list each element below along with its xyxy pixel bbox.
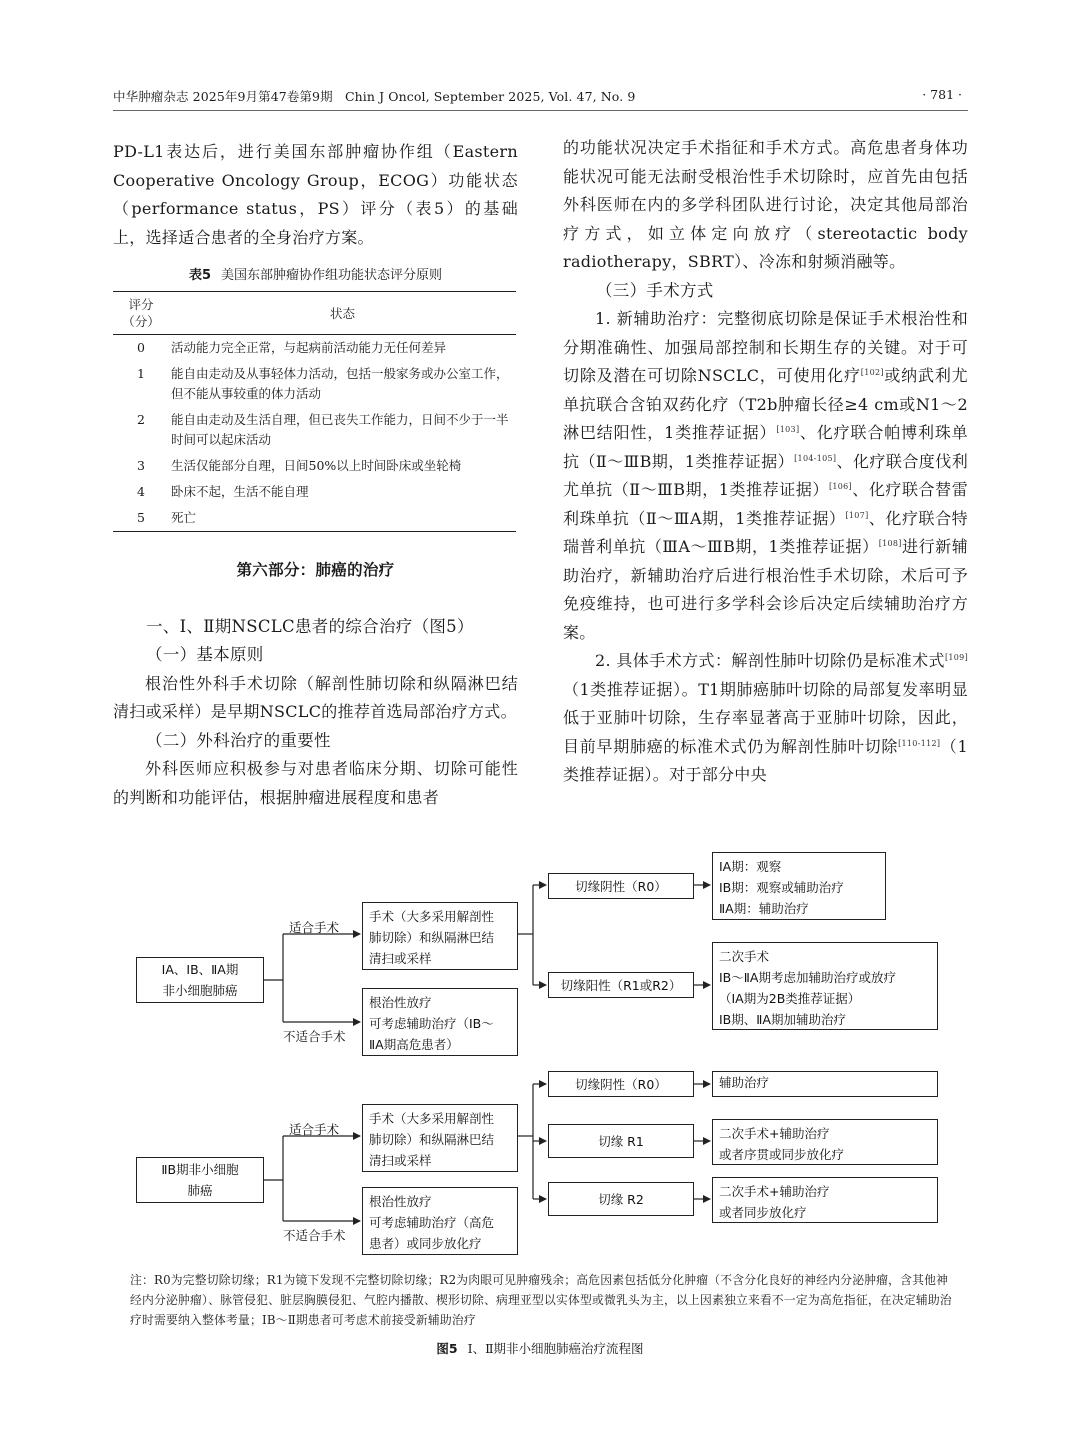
citation: [103] bbox=[776, 425, 800, 434]
box-line: 或者同步放化疗 bbox=[719, 1205, 807, 1220]
figure-label: 图5 bbox=[436, 1341, 458, 1356]
state-cell: 死亡 bbox=[171, 510, 197, 525]
citation: [109] bbox=[944, 653, 968, 662]
text-span: 进行新辅助治疗，新辅助治疗后进行根治性手术切除，术后可予免疫维持，也可进行多学科会诊后决定后续辅助治疗方案。 bbox=[563, 537, 969, 642]
box-line: 或者序贯或同步放化疗 bbox=[719, 1147, 845, 1162]
score-cell: 0 bbox=[137, 340, 145, 355]
box-line: 手术（大多采用解剖性 bbox=[369, 1111, 495, 1126]
box-r0-outcome: 辅助治疗 bbox=[712, 1071, 938, 1097]
table-row bbox=[113, 453, 516, 479]
paragraph-ecog-intro: PD-L1表达后，进行美国东部肿瘤协作组（Eastern Cooperative Oncology Group，ECOG）功能状态（performance status，PS）评分（表5）的基础上，选择适合患者的全身治疗方案。 bbox=[113, 142, 518, 247]
text-span: 、化疗联合替雷利珠单抗（Ⅱ～ⅢA期，1类推荐证据） bbox=[563, 480, 968, 528]
table-row bbox=[113, 407, 516, 453]
box-line: 二次手术+辅助治疗 bbox=[719, 1184, 830, 1199]
box-surgery bbox=[362, 902, 518, 970]
citation: [106] bbox=[828, 482, 852, 491]
paragraph-surgery-importance: 外科医师应积极参与对患者临床分期、切除可能性的判断和功能评估，根据肿瘤进展程度和患者 bbox=[113, 759, 518, 807]
paragraph-specific-methods bbox=[563, 647, 968, 790]
text-span: 2. 具体手术方式：解剖性肺叶切除仍是标准术式 bbox=[595, 651, 945, 670]
box-margin-r1: 切缘 R1 bbox=[548, 1124, 694, 1158]
label-fit-surgery: 适合手术 bbox=[289, 920, 340, 935]
left-column bbox=[113, 138, 518, 812]
box-margin-r2: 切缘 R2 bbox=[548, 1182, 694, 1216]
box-radiotherapy bbox=[362, 1187, 518, 1255]
box-line: ⅠB期：观察或辅助治疗 bbox=[719, 880, 844, 895]
table-label: 表5 bbox=[188, 268, 212, 283]
box-line: 可考虑辅助治疗（高危 bbox=[369, 1215, 495, 1230]
text-span: 、化疗联合帕博利珠单抗（Ⅱ～ⅢB期，1类推荐证据） bbox=[563, 423, 968, 471]
box-line: ⅡB期非小细胞 bbox=[161, 1162, 239, 1177]
section-title: 第六部分：肺癌的治疗 bbox=[236, 561, 395, 579]
score-cell: 1 bbox=[137, 366, 145, 381]
box-line: ⅠA、ⅠB、ⅡA期 bbox=[161, 962, 239, 977]
box-line: 清扫或采样 bbox=[369, 951, 432, 966]
box-line: 清扫或采样 bbox=[369, 1153, 432, 1168]
heading-basic-principles: （一）基本原则 bbox=[146, 645, 264, 664]
text-span: 、化疗联合度伐利尤单抗（Ⅱ～ⅢB期，1类推荐证据） bbox=[563, 451, 969, 499]
state-cell: 能自由走动及从事轻体力活动，包括一般家务或办公室工作，但不能从事较重的体力活动 bbox=[171, 366, 509, 401]
table-caption bbox=[113, 264, 518, 283]
figure-title: Ⅰ、Ⅱ期非小细胞肺癌治疗流程图 bbox=[467, 1341, 644, 1356]
citation: [110-112] bbox=[898, 738, 941, 748]
state-cell: 生活仅能部分自理，日间50%以上时间卧床或坐轮椅 bbox=[171, 458, 462, 473]
table-title: 美国东部肿瘤协作组功能状态评分原则 bbox=[221, 268, 443, 283]
table-row bbox=[113, 335, 516, 362]
label-fit-surgery: 适合手术 bbox=[289, 1122, 340, 1137]
box-line: ⅠB～ⅡA期考虑加辅助治疗或放疗 bbox=[719, 970, 896, 985]
table-header-row bbox=[113, 292, 516, 335]
box-line: （ⅠA期为2B类推荐证据） bbox=[719, 991, 861, 1006]
score-cell: 2 bbox=[137, 412, 145, 427]
header-rule bbox=[113, 110, 968, 111]
table-row bbox=[113, 505, 516, 532]
citation: [107] bbox=[845, 510, 869, 520]
box-r0-outcomes bbox=[712, 852, 886, 920]
table-row bbox=[113, 361, 516, 407]
box-r1-r2-outcomes bbox=[712, 942, 938, 1030]
box-radiotherapy bbox=[362, 988, 518, 1056]
box-line: ⅠA期：观察 bbox=[719, 859, 782, 874]
box-line: 肺癌 bbox=[187, 1183, 213, 1198]
box-r1-outcome bbox=[712, 1119, 938, 1165]
journal-name-cn: 中华肿瘤杂志 2025年9月第47卷第9期 bbox=[113, 89, 333, 104]
header-score-line2: （分） bbox=[122, 314, 160, 329]
figure-caption bbox=[0, 1339, 1080, 1357]
table-row bbox=[113, 479, 516, 505]
text-span: 、化疗联合特瑞普利单抗（ⅢA～ⅢB期，1类推荐证据） bbox=[563, 508, 968, 556]
header-state: 状态 bbox=[329, 305, 355, 321]
start-box-stage-ia-iia bbox=[136, 957, 264, 1003]
score-cell: 3 bbox=[137, 458, 145, 473]
figure-note: 注：R0为完整切除切缘；R1为镜下发现不完整切除切缘；R2为肉眼可见肿瘤残余；高危因素包括低分化肿瘤（不含分化良好的神经内分泌肿瘤，含其他神经内分泌肿瘤）、脉管侵犯、脏层胸膜侵犯、气腔内播散、楔形切除、病理亚型以实体型或微乳头为主，以上因素独立来看不一定为高危指征，在决定辅助治疗时需要纳入整体考量；ⅠB～Ⅱ期患者可考虑术前接受新辅助治疗 bbox=[130, 1273, 952, 1327]
box-line: ⅠB期、ⅡA期加辅助治疗 bbox=[719, 1012, 846, 1027]
box-line: 可考虑辅助治疗（ⅠB～ bbox=[369, 1016, 494, 1031]
box-line: 患者）或同步放化疗 bbox=[369, 1236, 482, 1251]
box-line: 二次手术+辅助治疗 bbox=[719, 1126, 830, 1141]
paragraph-continued: 的功能状况决定手术指征和手术方式。高危患者身体功能状况可能无法耐受根治性手术切除时，应首先由包括外科医师在内的多学科团队进行讨论，决定其他局部治疗方式，如立体定向放疗（stereotactic body radiotherapy，SBRT）、冷冻和射频消融等。 bbox=[563, 138, 968, 271]
state-cell: 能自由走动及生活自理，但已丧失工作能力，日间不少于一半时间可以起床活动 bbox=[171, 412, 509, 447]
citation: [108] bbox=[878, 539, 902, 548]
state-cell: 卧床不起，生活不能自理 bbox=[171, 484, 309, 499]
ecog-table bbox=[113, 291, 516, 532]
citation: [102] bbox=[860, 368, 884, 377]
box-line: 手术（大多采用解剖性 bbox=[369, 909, 495, 924]
citation: [104-105] bbox=[794, 453, 837, 463]
page-number: · 781 · bbox=[922, 87, 962, 102]
box-line: ⅡA期高危患者） bbox=[369, 1037, 459, 1052]
right-column bbox=[563, 134, 968, 790]
journal-name-en: Chin J Oncol, September 2025, Vol. 47, No. 9 bbox=[344, 89, 636, 104]
box-margin-negative-r0: 切缘阴性（R0） bbox=[548, 873, 694, 899]
text-span: （1类推荐证据）。T1期肺癌肺叶切除的局部复发率明显低于亚肺叶切除，生存率显著高于亚肺叶切除，因此，目前早期肺癌的标准术式仍为解剖性肺叶切除 bbox=[563, 679, 968, 756]
box-line: 肺切除）和纵隔淋巴结 bbox=[369, 1132, 495, 1147]
heading-surgery-importance: （二）外科治疗的重要性 bbox=[146, 730, 331, 750]
box-margin-positive-r1-r2: 切缘阳性（R1或R2） bbox=[548, 972, 694, 998]
text-span: 或纳武利尤单抗联合含铂双药化疗（T2b肿瘤长径≥4 cm或N1～2淋巴结阳性，1类推荐证据） bbox=[563, 366, 968, 442]
box-surgery bbox=[362, 1104, 518, 1172]
heading-surgical-methods: （三）手术方式 bbox=[596, 280, 714, 300]
text-span: （1类推荐证据）。对于部分中央 bbox=[563, 736, 968, 784]
header-score-line1: 评分 bbox=[128, 297, 154, 312]
label-unfit-surgery: 不适合手术 bbox=[283, 1029, 346, 1044]
box-line: 根治性放疗 bbox=[369, 1194, 432, 1209]
start-box-stage-iib bbox=[136, 1157, 264, 1203]
box-line: 二次手术 bbox=[719, 949, 770, 964]
paragraph-neoadjuvant bbox=[563, 305, 968, 647]
paragraph-basic-principles: 根治性外科手术切除（解剖性肺切除和纵隔淋巴结清扫或采样）是早期NSCLC的推荐首选局部治疗方式。 bbox=[113, 673, 518, 721]
header-score bbox=[113, 292, 169, 335]
box-line: ⅡA期：辅助治疗 bbox=[719, 901, 809, 916]
state-cell: 活动能力完全正常，与起病前活动能力无任何差异 bbox=[171, 340, 447, 355]
score-cell: 5 bbox=[137, 510, 145, 525]
box-r2-outcome bbox=[712, 1177, 938, 1223]
heading-stage-i-ii: 一、Ⅰ、Ⅱ期NSCLC患者的综合治疗（图5） bbox=[146, 616, 474, 636]
box-line: 非小细胞肺癌 bbox=[162, 983, 238, 998]
running-header-journal bbox=[113, 87, 635, 105]
score-cell: 4 bbox=[137, 484, 145, 499]
label-unfit-surgery: 不适合手术 bbox=[283, 1228, 346, 1243]
text-span: 1. 新辅助治疗：完整彻底切除是保证手术根治性和分期准确性、加强局部控制和长期生存的关键。对于可切除及潜在可切除NSCLC，可使用化疗 bbox=[563, 309, 968, 385]
box-line: 根治性放疗 bbox=[369, 995, 432, 1010]
box-line: 肺切除）和纵隔淋巴结 bbox=[369, 930, 495, 945]
box-margin-negative-r0: 切缘阴性（R0） bbox=[548, 1071, 694, 1097]
